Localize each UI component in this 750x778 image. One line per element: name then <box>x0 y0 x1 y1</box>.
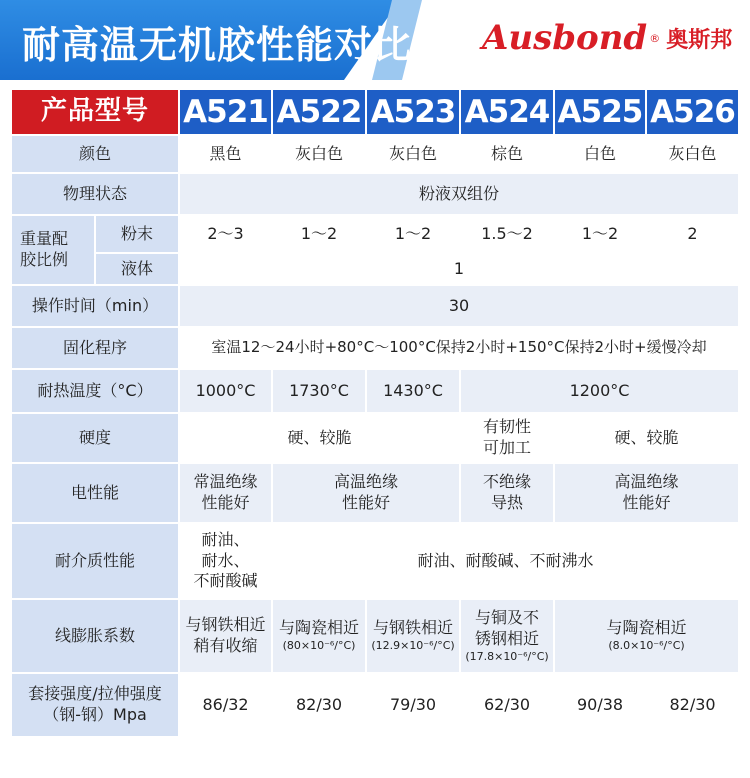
cell: 室温12～24小时+80°C～100°C保持2小时+150°C保持2小时+缓慢冷却 <box>180 328 740 370</box>
cell-line: 套接强度/拉伸强度 <box>28 684 162 704</box>
cell: 耐油、耐酸碱、不耐沸水 <box>273 524 740 600</box>
cell-line: 与钢铁相近 <box>373 618 454 638</box>
cell <box>180 600 273 674</box>
cell: 82/30 <box>273 674 367 738</box>
cell-line: 耐水、 <box>201 550 250 570</box>
cell: 1～2 <box>273 216 367 254</box>
cell: 灰白色 <box>273 136 367 174</box>
brand-chinese-name: 奥斯邦 <box>666 27 733 53</box>
cell: 1 <box>180 254 740 286</box>
cell-line: (17.8×10⁻⁶/°C) <box>465 649 549 663</box>
cell-line: （钢-钢）Mpa <box>43 705 147 724</box>
cell: 硬、较脆 <box>555 414 740 464</box>
label-hardness: 硬度 <box>12 414 180 464</box>
comparison-table <box>12 90 740 738</box>
cell <box>180 524 273 600</box>
cell-line: 与陶瓷相近 <box>279 618 360 638</box>
cell-line: 不绝缘 <box>483 472 532 492</box>
row-op-time <box>12 286 740 328</box>
row-strength <box>12 674 740 738</box>
cell: 90/38 <box>555 674 647 738</box>
cell: 2～3 <box>180 216 273 254</box>
cell-line: 耐油、 <box>201 529 250 549</box>
model-header-label: 产品型号 <box>12 90 180 136</box>
cell <box>461 464 555 524</box>
cell-line: 锈钢相近 <box>475 628 540 648</box>
row-hardness <box>12 414 740 464</box>
page-header <box>0 0 750 80</box>
cell-line: 高温绝缘 <box>334 472 399 492</box>
cell: 86/32 <box>180 674 273 738</box>
cell-line: 性能好 <box>342 493 391 512</box>
cell: 白色 <box>555 136 647 174</box>
label-op-time: 操作时间（min） <box>12 286 180 328</box>
cell: 1200°C <box>461 370 740 414</box>
label-state: 物理状态 <box>12 174 180 216</box>
cell: 粉液双组份 <box>180 174 740 216</box>
cell: 2 <box>647 216 740 254</box>
label-cure: 固化程序 <box>12 328 180 370</box>
cell: 79/30 <box>367 674 461 738</box>
cell: 1.5～2 <box>461 216 555 254</box>
brand-logo-text: Ausbond <box>482 18 648 58</box>
brand-logo <box>482 18 732 58</box>
label-powder: 粉末 <box>96 216 180 254</box>
row-medium <box>12 524 740 600</box>
cell: 1430°C <box>367 370 461 414</box>
label-liquid: 液体 <box>96 254 180 286</box>
label-heat: 耐热温度（°C） <box>12 370 180 414</box>
row-expansion <box>12 600 740 674</box>
cell-line: 可加工 <box>483 438 532 457</box>
cell <box>555 600 740 674</box>
row-cure <box>12 328 740 370</box>
model-a521: A521 <box>180 90 273 136</box>
registered-mark: ® <box>649 31 661 45</box>
cell-line: 与钢铁相近 <box>185 615 266 635</box>
cell <box>273 600 367 674</box>
model-a525: A525 <box>555 90 647 136</box>
label-electric: 电性能 <box>12 464 180 524</box>
label-strength <box>12 674 180 738</box>
cell <box>273 464 461 524</box>
cell: 82/30 <box>647 674 740 738</box>
cell-line: 与陶瓷相近 <box>606 618 687 638</box>
model-a526: A526 <box>647 90 740 136</box>
cell-line: 与铜及不 <box>475 608 540 628</box>
cell-line: 性能好 <box>622 493 671 512</box>
header-row <box>12 90 740 136</box>
cell: 黑色 <box>180 136 273 174</box>
cell-line: 常温绝缘 <box>193 472 258 492</box>
cell <box>367 600 461 674</box>
model-a523: A523 <box>367 90 461 136</box>
row-ratio-powder <box>12 216 740 254</box>
cell-line: (8.0×10⁻⁶/°C) <box>608 639 685 653</box>
cell: 1～2 <box>555 216 647 254</box>
label-ratio: 重量配 胶比例 <box>12 216 96 286</box>
cell <box>461 414 555 464</box>
cell <box>555 464 740 524</box>
cell-line: 有韧性 <box>483 417 532 437</box>
label-medium: 耐介质性能 <box>12 524 180 600</box>
cell <box>180 464 273 524</box>
cell: 1730°C <box>273 370 367 414</box>
cell-line: 稍有收缩 <box>193 636 258 655</box>
row-state <box>12 174 740 216</box>
cell: 硬、较脆 <box>180 414 461 464</box>
cell: 棕色 <box>461 136 555 174</box>
page-title: 耐高温无机胶性能对比 <box>22 23 413 67</box>
cell: 62/30 <box>461 674 555 738</box>
cell-line: (80×10⁻⁶/°C) <box>282 639 356 653</box>
cell: 灰白色 <box>367 136 461 174</box>
cell-line: 不耐酸碱 <box>193 571 258 591</box>
cell-line: 高温绝缘 <box>614 472 679 492</box>
cell: 灰白色 <box>647 136 740 174</box>
cell: 1000°C <box>180 370 273 414</box>
model-a524: A524 <box>461 90 555 136</box>
row-ratio-liquid <box>12 254 740 286</box>
row-color <box>12 136 740 174</box>
row-electric <box>12 464 740 524</box>
cell-line: 性能好 <box>201 493 250 512</box>
label-color: 颜色 <box>12 136 180 174</box>
label-expansion: 线膨胀系数 <box>12 600 180 674</box>
cell: 1～2 <box>367 216 461 254</box>
row-heat <box>12 370 740 414</box>
cell-line: (12.9×10⁻⁶/°C) <box>371 639 455 653</box>
model-a522: A522 <box>273 90 367 136</box>
cell <box>461 600 555 674</box>
cell: 30 <box>180 286 740 328</box>
cell-line: 导热 <box>491 493 524 512</box>
